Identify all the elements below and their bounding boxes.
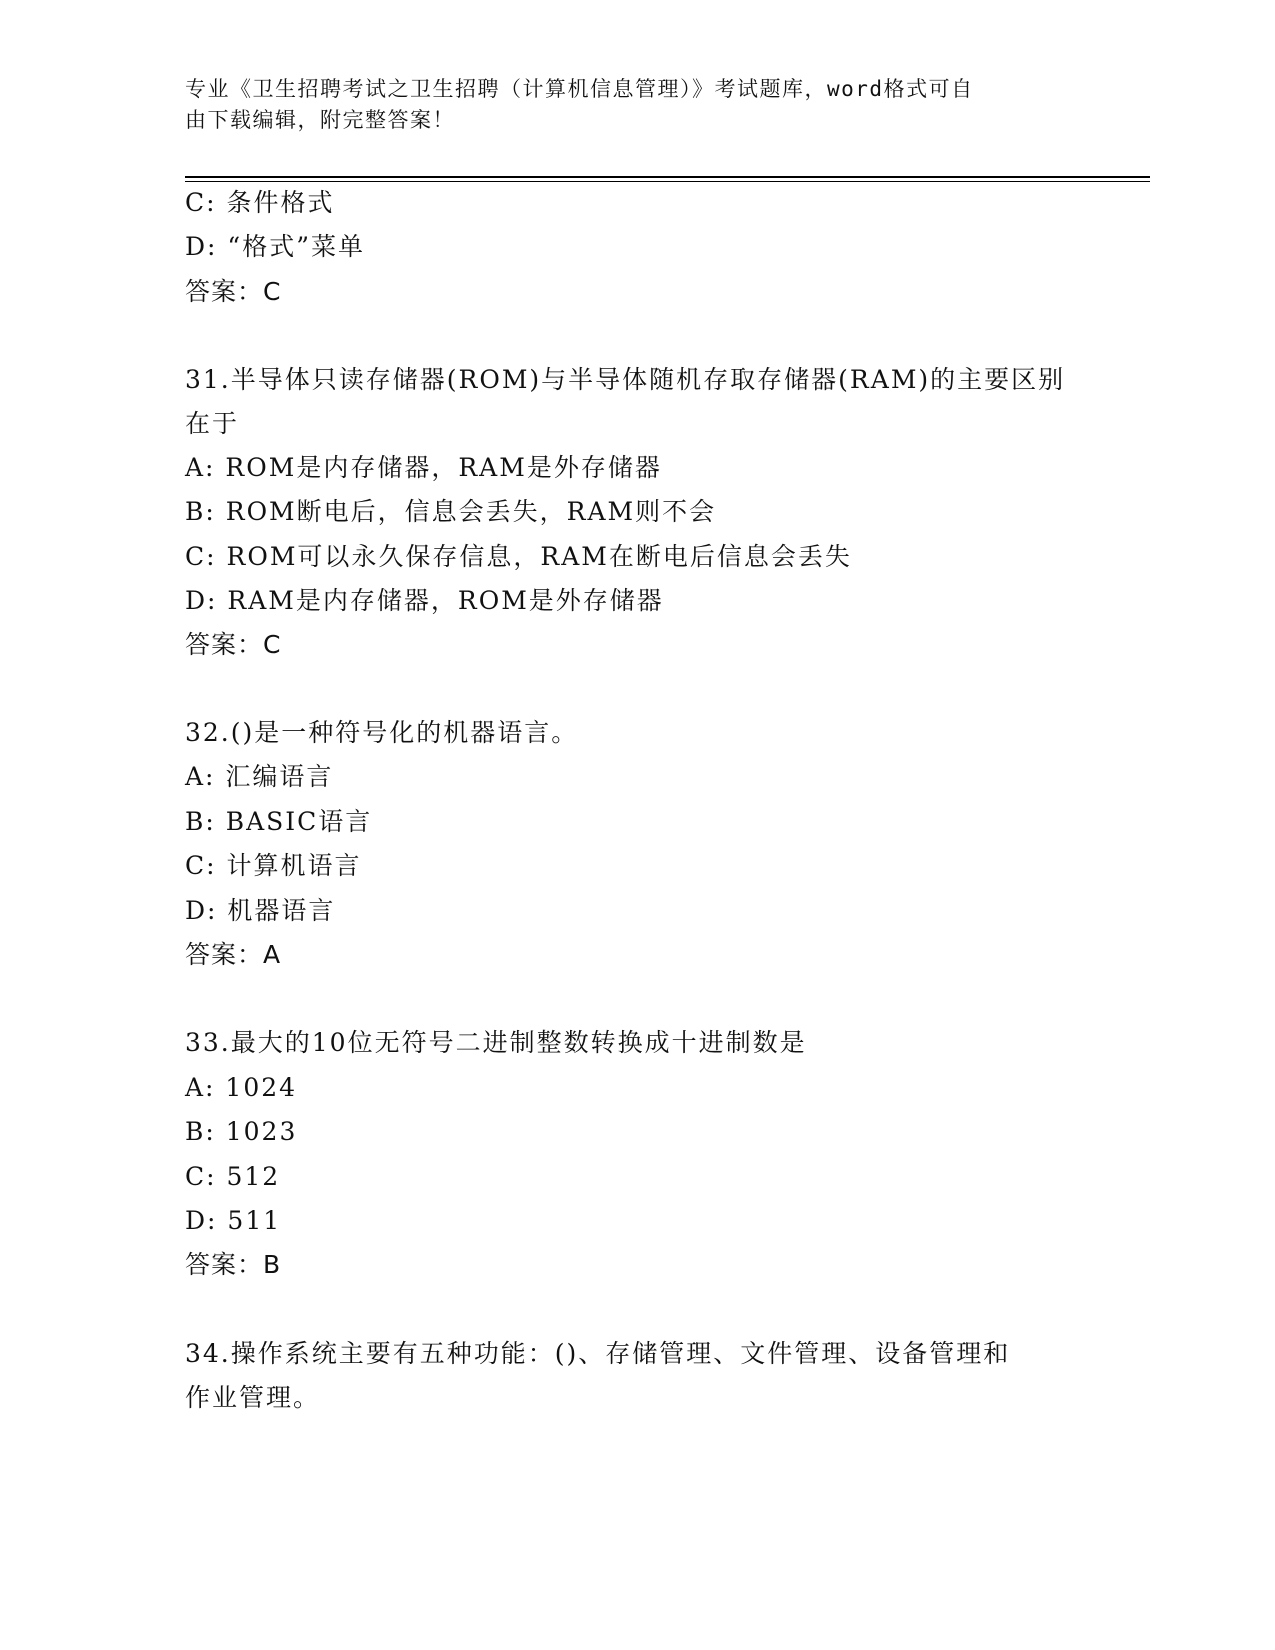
document-header xyxy=(185,74,1065,136)
q34-stem-line-2: 作业管理。 xyxy=(185,1383,321,1412)
q32-answer: 答案：A xyxy=(185,940,282,969)
q33-stem: 33.最大的10位无符号二进制整数转换成十进制数是 xyxy=(185,1028,807,1057)
q32-option-a: A: 汇编语言 xyxy=(185,762,334,791)
q33-answer: 答案：B xyxy=(185,1250,282,1279)
q34-stem-line-1: 34.操作系统主要有五种功能：()、存储管理、文件管理、设备管理和 xyxy=(185,1339,1011,1368)
header-line-2: 由下载编辑，附完整答案！ xyxy=(185,108,455,132)
header-divider-thin xyxy=(185,181,1150,182)
q31-answer: 答案：C xyxy=(185,630,282,659)
q32-option-c: C: 计算机语言 xyxy=(185,851,362,880)
q31-option-a: A: ROM是内存储器，RAM是外存储器 xyxy=(185,453,662,482)
q33-option-a: A: 1024 xyxy=(185,1073,298,1102)
q31-option-c: C: ROM可以永久保存信息，RAM在断电后信息会丢失 xyxy=(185,542,852,571)
prev-answer: 答案：C xyxy=(185,277,282,306)
q32-option-d: D: 机器语言 xyxy=(185,896,336,925)
q31-stem-line-2: 在于 xyxy=(185,409,240,438)
prev-option-c: C: 条件格式 xyxy=(185,188,335,217)
header-divider-thick xyxy=(185,176,1150,178)
q33-option-c: C: 512 xyxy=(185,1162,281,1191)
q31-option-b: B: ROM断电后，信息会丢失，RAM则不会 xyxy=(185,497,717,526)
header-line-1: 专业《卫生招聘考试之卫生招聘（计算机信息管理）》考试题库，word格式可自 xyxy=(185,77,974,101)
q33-option-d: D: 511 xyxy=(185,1206,282,1235)
prev-option-d: D: “格式”菜单 xyxy=(185,232,365,261)
q32-stem: 32.()是一种符号化的机器语言。 xyxy=(185,718,579,747)
q32-option-b: B: BASIC语言 xyxy=(185,807,373,836)
q33-option-b: B: 1023 xyxy=(185,1117,298,1146)
q31-option-d: D: RAM是内存储器，ROM是外存储器 xyxy=(185,586,664,615)
q31-stem-line-1: 31.半导体只读存储器(ROM)与半导体随机存取存储器(RAM)的主要区别 xyxy=(185,365,1066,394)
